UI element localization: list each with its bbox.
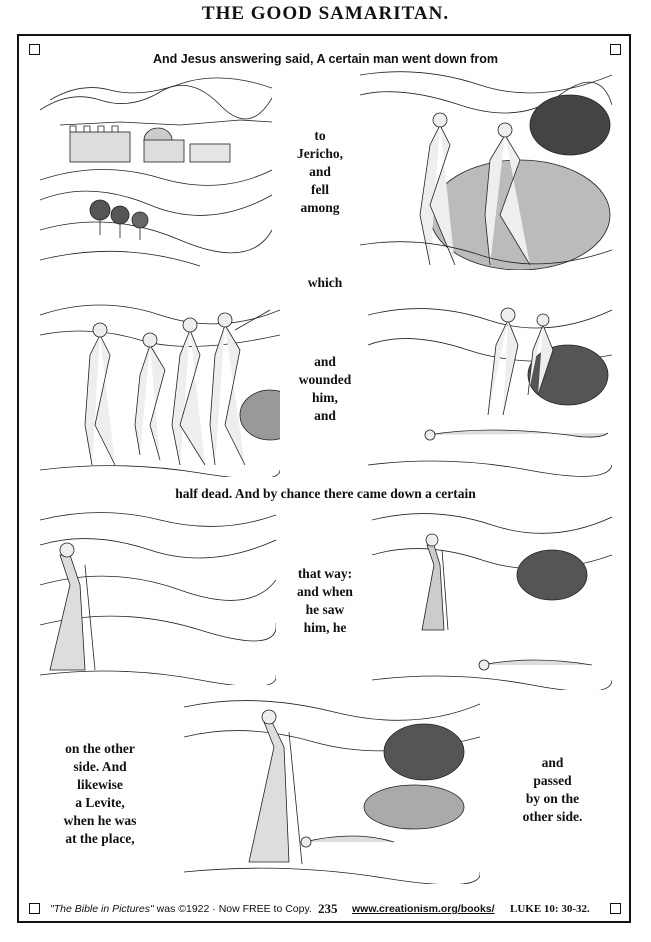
caption-left-bottom [40,740,160,848]
priest-passing-drawing [372,505,612,690]
caption-line: him, he [303,620,347,635]
caption-line: by on the [525,791,580,806]
frame-corner-br [610,903,621,914]
caption-line: that way: [297,566,353,581]
illustration-priest-passing [372,505,612,690]
footer-credit [50,903,312,915]
illustration-landscape [40,70,272,270]
priest-walking-drawing [40,505,276,685]
caption-line: wounded [298,372,352,387]
illustration-wounded-man [368,295,612,477]
caption-line: him, [312,390,338,405]
caption-line: and when [297,584,353,599]
caption-line: a Levite, [75,795,125,810]
caption-line: and [314,408,336,423]
footer-credit-text: was ©1922 · Now FREE to Copy. [156,903,312,915]
illustration-levite [184,692,480,884]
illustration-beating [40,295,280,477]
illustration-priest-walking [40,505,276,685]
footer-reference: LUKE 10: 30-32. [510,903,590,915]
footer-book-title: "The Bible in Pictures" [50,903,154,915]
caption-line: and [314,354,336,369]
caption-line: side. And [73,759,127,774]
caption-mid-line: half dead. And by chance there came down a certain [175,486,476,501]
caption-col3 [285,565,365,637]
caption-line: likewise [77,777,123,792]
wounded-man-drawing [368,295,612,477]
caption-line: he saw [305,602,345,617]
illustration-thieves-rock [360,65,612,270]
beating-drawing [40,295,280,477]
levite-drawing [184,692,480,884]
caption-line: and [541,755,564,770]
caption-line: passed [533,773,572,788]
caption-which: which [307,275,343,290]
landscape-drawing [40,70,272,270]
caption-line: Jericho, [296,146,344,161]
thieves-rock-drawing [360,65,612,270]
frame-corner-bl [29,903,40,914]
caption-right-bottom [495,754,610,826]
caption-line: other side. [522,809,583,824]
page-title: THE GOOD SAMARITAN. [201,3,450,24]
caption-line: when he was [63,813,137,828]
caption-line: to [314,128,326,143]
caption-col1 [290,127,350,217]
caption-line: among [300,200,340,215]
footer-url[interactable]: www.creationism.org/books/ [352,903,495,915]
frame-corner-tr [610,44,621,55]
caption-line: and [309,164,331,179]
caption-line: at the place, [65,831,135,846]
caption-top-line: And Jesus answering said, A certain man went down from [153,52,498,66]
caption-col2 [290,353,360,425]
footer-page-number: 235 [318,901,338,916]
frame-corner-tl [29,44,40,55]
caption-line: fell [311,182,329,197]
caption-line: on the other [65,741,135,756]
